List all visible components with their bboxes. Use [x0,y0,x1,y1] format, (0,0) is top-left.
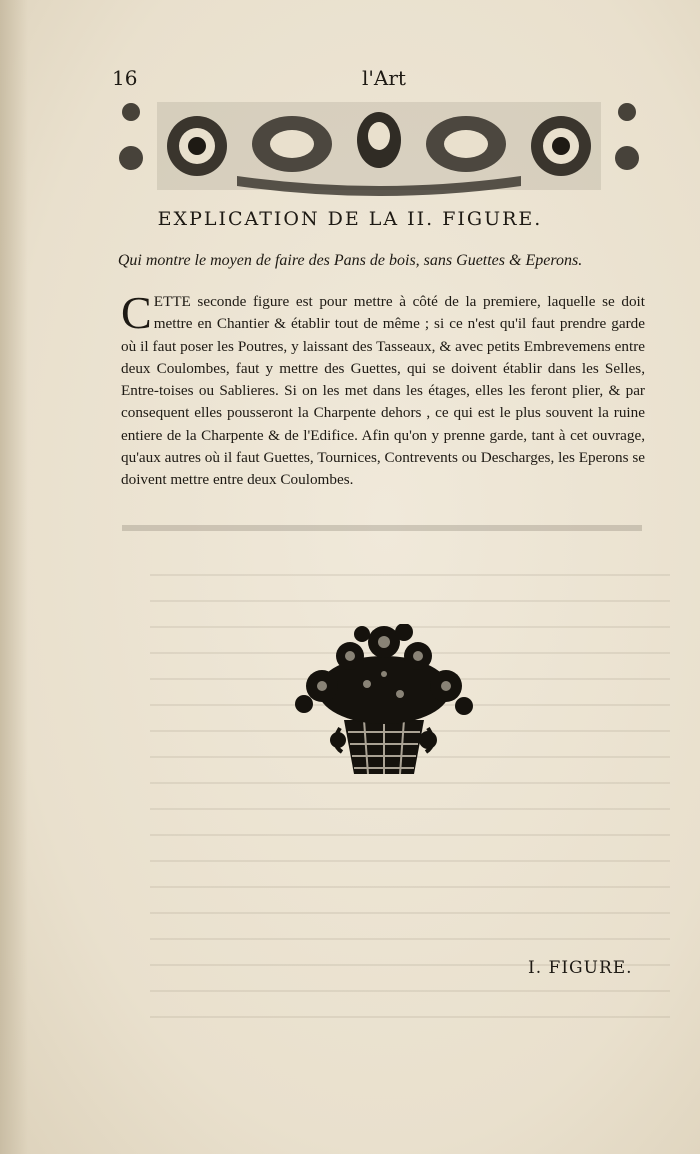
flower-basket-vignette [292,624,476,776]
drop-cap: C [121,287,152,338]
headpiece-ornament [117,96,641,196]
show-through-ornament-rule [122,523,642,533]
paragraph-text: ETTE seconde figure est pour mettre à côté de la premiere, laquelle se doit mettre en Chantier & établir tout de même ; si ce n'est qu'il faut prendre garde où il faut poser les Poutres, y laissant des Tasseaux, & avec petits Embrevemens entre deux Coulombes, faut y mettre des Guettes, qui se doivent établir dans les Selles, Entre-toises ou Sablieres. Si on les met dans les étages, elles les feront plier, & par consequent elles pousseront la Charpente dehors , ce qui est le plus souvent la ruine entiere de la Charpente & de l'Edifice. Afin qu'on y prenne garde, tant à cet ouvrage, qu'aux autres où il faut Guettes, Tournices, Contrevents ou Descharges, les Eperons se doivent mettre entre deux Coulombes. [121,293,645,489]
section-subtitle: Qui montre le moyen de faire des Pans de bois, sans Guettes & Eperons. [117,252,583,269]
page-number: 16 [112,66,138,90]
running-title: l'Art [362,66,406,90]
body-paragraph [121,287,645,492]
catchword: I. FIGURE. [528,958,633,978]
running-head [112,66,642,96]
page-gutter-shadow [0,0,28,1154]
section-heading: EXPLICATION DE LA II. FIGURE. [157,208,543,230]
